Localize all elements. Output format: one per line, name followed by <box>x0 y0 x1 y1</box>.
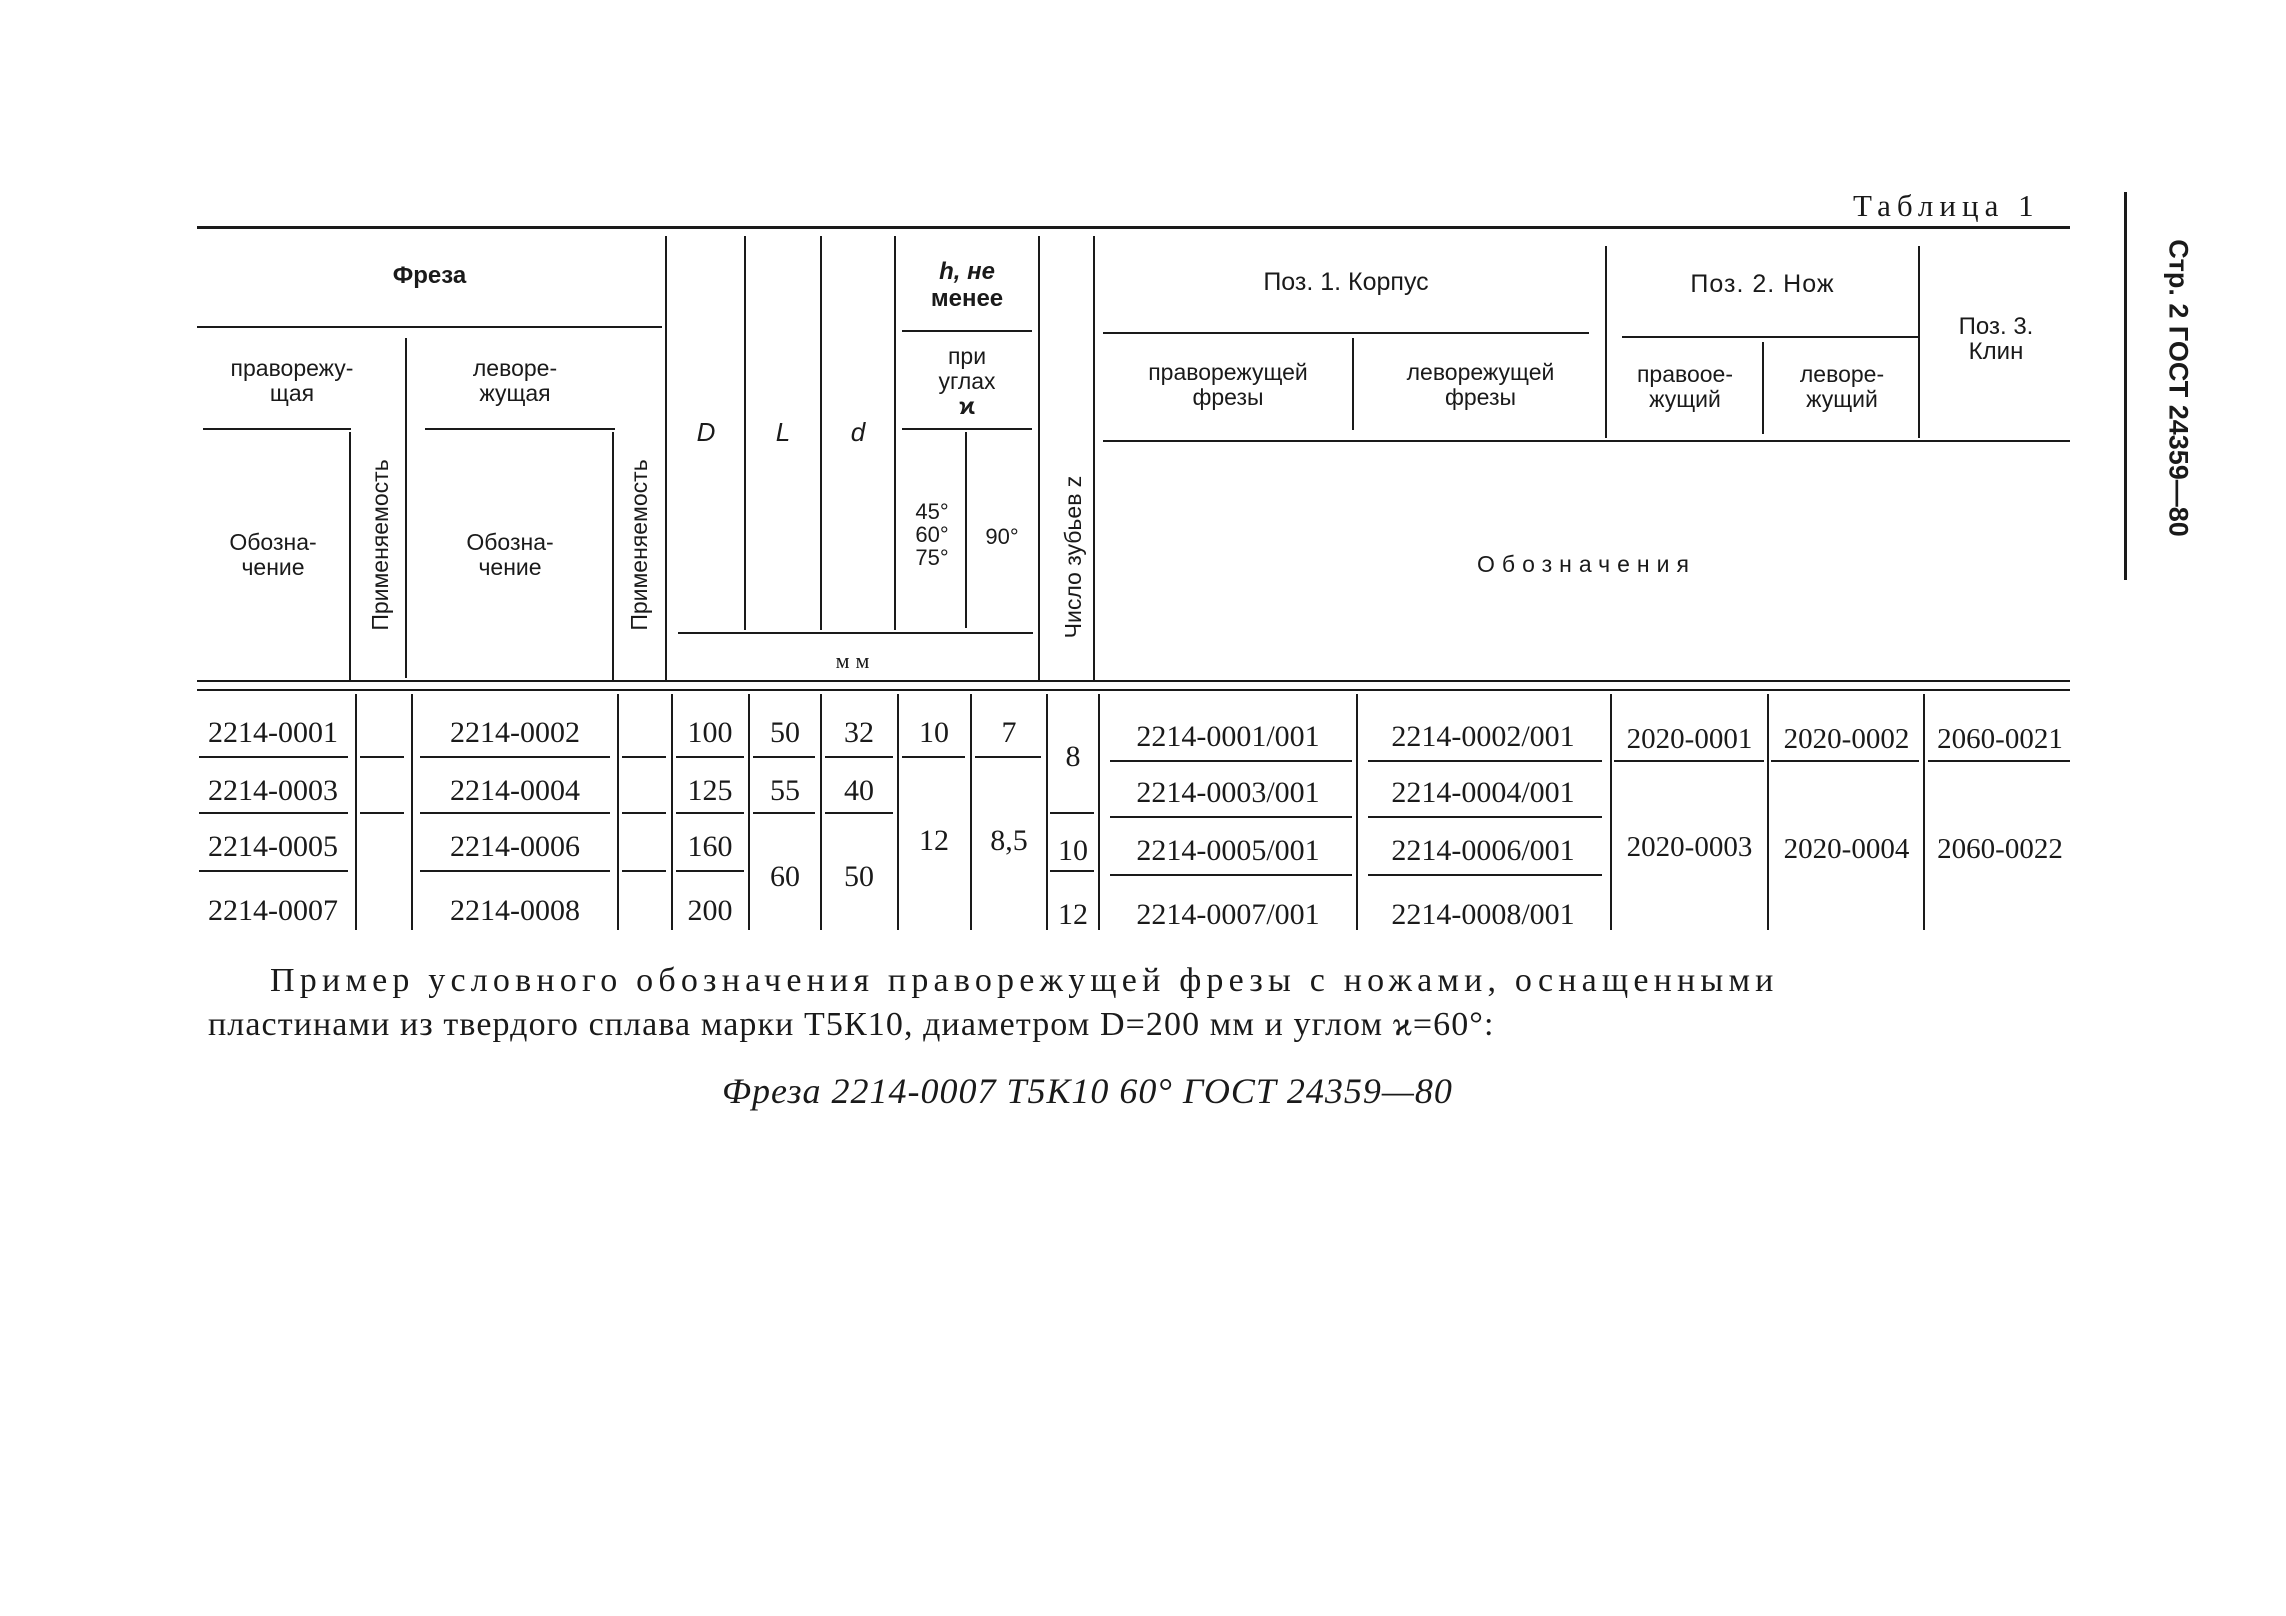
cell-L-2: 55 <box>770 774 800 807</box>
header-D: D <box>696 417 716 447</box>
cell-poz3-234: 2060-0022 <box>1937 833 2063 865</box>
cell-z-4: 12 <box>1058 898 1088 931</box>
header-pri-uglah: при углах ϰ <box>938 343 996 419</box>
cell-h-angles-234: 12 <box>919 824 949 857</box>
header-freza: Фреза <box>392 262 467 289</box>
page-side-label: Стр. 2 ГОСТ 24359—80 <box>2163 239 2194 537</box>
cell-poz1-left-3: 2214-0006/001 <box>1391 834 1575 867</box>
cell-z-3: 10 <box>1058 834 1088 867</box>
header-poz2: Поз. 2. Нож <box>1690 270 1835 298</box>
header-primenyaemost-left: Применяемость <box>626 459 652 631</box>
cell-right-3: 2214-0005 <box>208 830 338 863</box>
cell-poz1-left-2: 2214-0004/001 <box>1391 776 1575 809</box>
cell-poz2-right-234: 2020-0003 <box>1626 831 1753 863</box>
header-d: d <box>850 417 866 447</box>
cell-poz1-right-2: 2214-0003/001 <box>1136 776 1320 809</box>
header-mm: мм <box>835 648 876 673</box>
cell-h-90-234: 8,5 <box>990 824 1028 857</box>
cell-d-1: 32 <box>844 716 874 749</box>
cell-right-4: 2214-0007 <box>208 894 338 927</box>
cell-poz2-right-1: 2020-0001 <box>1626 723 1753 755</box>
header-oboznachenie-right: Обозна- чение <box>229 529 317 580</box>
cell-D-1: 100 <box>687 716 733 749</box>
cell-left-2: 2214-0004 <box>450 774 580 807</box>
cell-L-34: 60 <box>770 860 800 893</box>
example-line-2: пластинами из твердого сплава марки Т5К10, диаметром D=200 мм и углом ϰ=60°: <box>208 1006 1495 1043</box>
header-angles-45-60-75: 45° 60° 75° <box>915 499 949 570</box>
cell-right-1: 2214-0001 <box>208 716 338 749</box>
cell-h-90-1: 7 <box>1001 716 1017 749</box>
header-poz1-left: леворежущей фрезы <box>1406 359 1555 410</box>
cell-poz1-right-3: 2214-0005/001 <box>1136 834 1320 867</box>
cell-z-12: 8 <box>1065 740 1081 773</box>
header-primenyaemost-right: Применяемость <box>367 459 393 631</box>
header-levorezh: леворе- жущая <box>472 355 558 406</box>
cell-left-3: 2214-0006 <box>450 830 580 863</box>
cell-left-4: 2214-0008 <box>450 894 580 927</box>
cell-L-1: 50 <box>770 716 800 749</box>
cell-poz1-right-4: 2214-0007/001 <box>1136 898 1320 931</box>
table-caption: Таблица 1 <box>1853 188 2040 223</box>
header-poz2-right: правоое- жущий <box>1636 361 1734 412</box>
example-designation: Фреза 2214-0007 Т5К10 60° ГОСТ 24359—80 <box>722 1071 1453 1111</box>
header-poz3: Поз. 3. Клин <box>1958 313 2034 365</box>
cell-poz2-left-1: 2020-0002 <box>1783 723 1910 755</box>
cell-D-4: 200 <box>687 894 733 927</box>
cell-poz1-left-1: 2214-0002/001 <box>1391 720 1575 753</box>
cell-poz1-left-4: 2214-0008/001 <box>1391 898 1575 931</box>
header-angle-90: 90° <box>985 524 1019 549</box>
cell-d-34: 50 <box>844 860 874 893</box>
cell-left-1: 2214-0002 <box>450 716 580 749</box>
header-poz2-left: леворе- жущий <box>1799 361 1885 412</box>
cell-right-2: 2214-0003 <box>208 774 338 807</box>
cell-D-3: 160 <box>687 830 733 863</box>
cell-d-2: 40 <box>844 774 874 807</box>
header-chislo-zubev: Число зубьев z <box>1060 475 1086 639</box>
cell-D-2: 125 <box>687 774 733 807</box>
header-poz1-right: праворежущей фрезы <box>1148 359 1308 410</box>
example-line-1: Пример условного обозначения праворежущей фрезы с ножами, оснащенными <box>270 962 1779 999</box>
header-L: L <box>775 417 791 447</box>
cell-poz3-1: 2060-0021 <box>1937 723 2063 755</box>
cell-poz1-right-1: 2214-0001/001 <box>1136 720 1320 753</box>
header-pravorezh: праворежу- щая <box>230 355 354 406</box>
side-rule <box>2124 192 2127 580</box>
header-oboznachenie-left: Обозна- чение <box>466 529 554 580</box>
header-oboznacheniya: Обозначения <box>1477 551 1696 577</box>
header-poz1: Поз. 1. Корпус <box>1263 268 1429 296</box>
cell-h-angles-1: 10 <box>919 716 949 749</box>
cell-poz2-left-234: 2020-0004 <box>1783 833 1910 865</box>
header-h: h, не менее <box>930 258 1004 312</box>
